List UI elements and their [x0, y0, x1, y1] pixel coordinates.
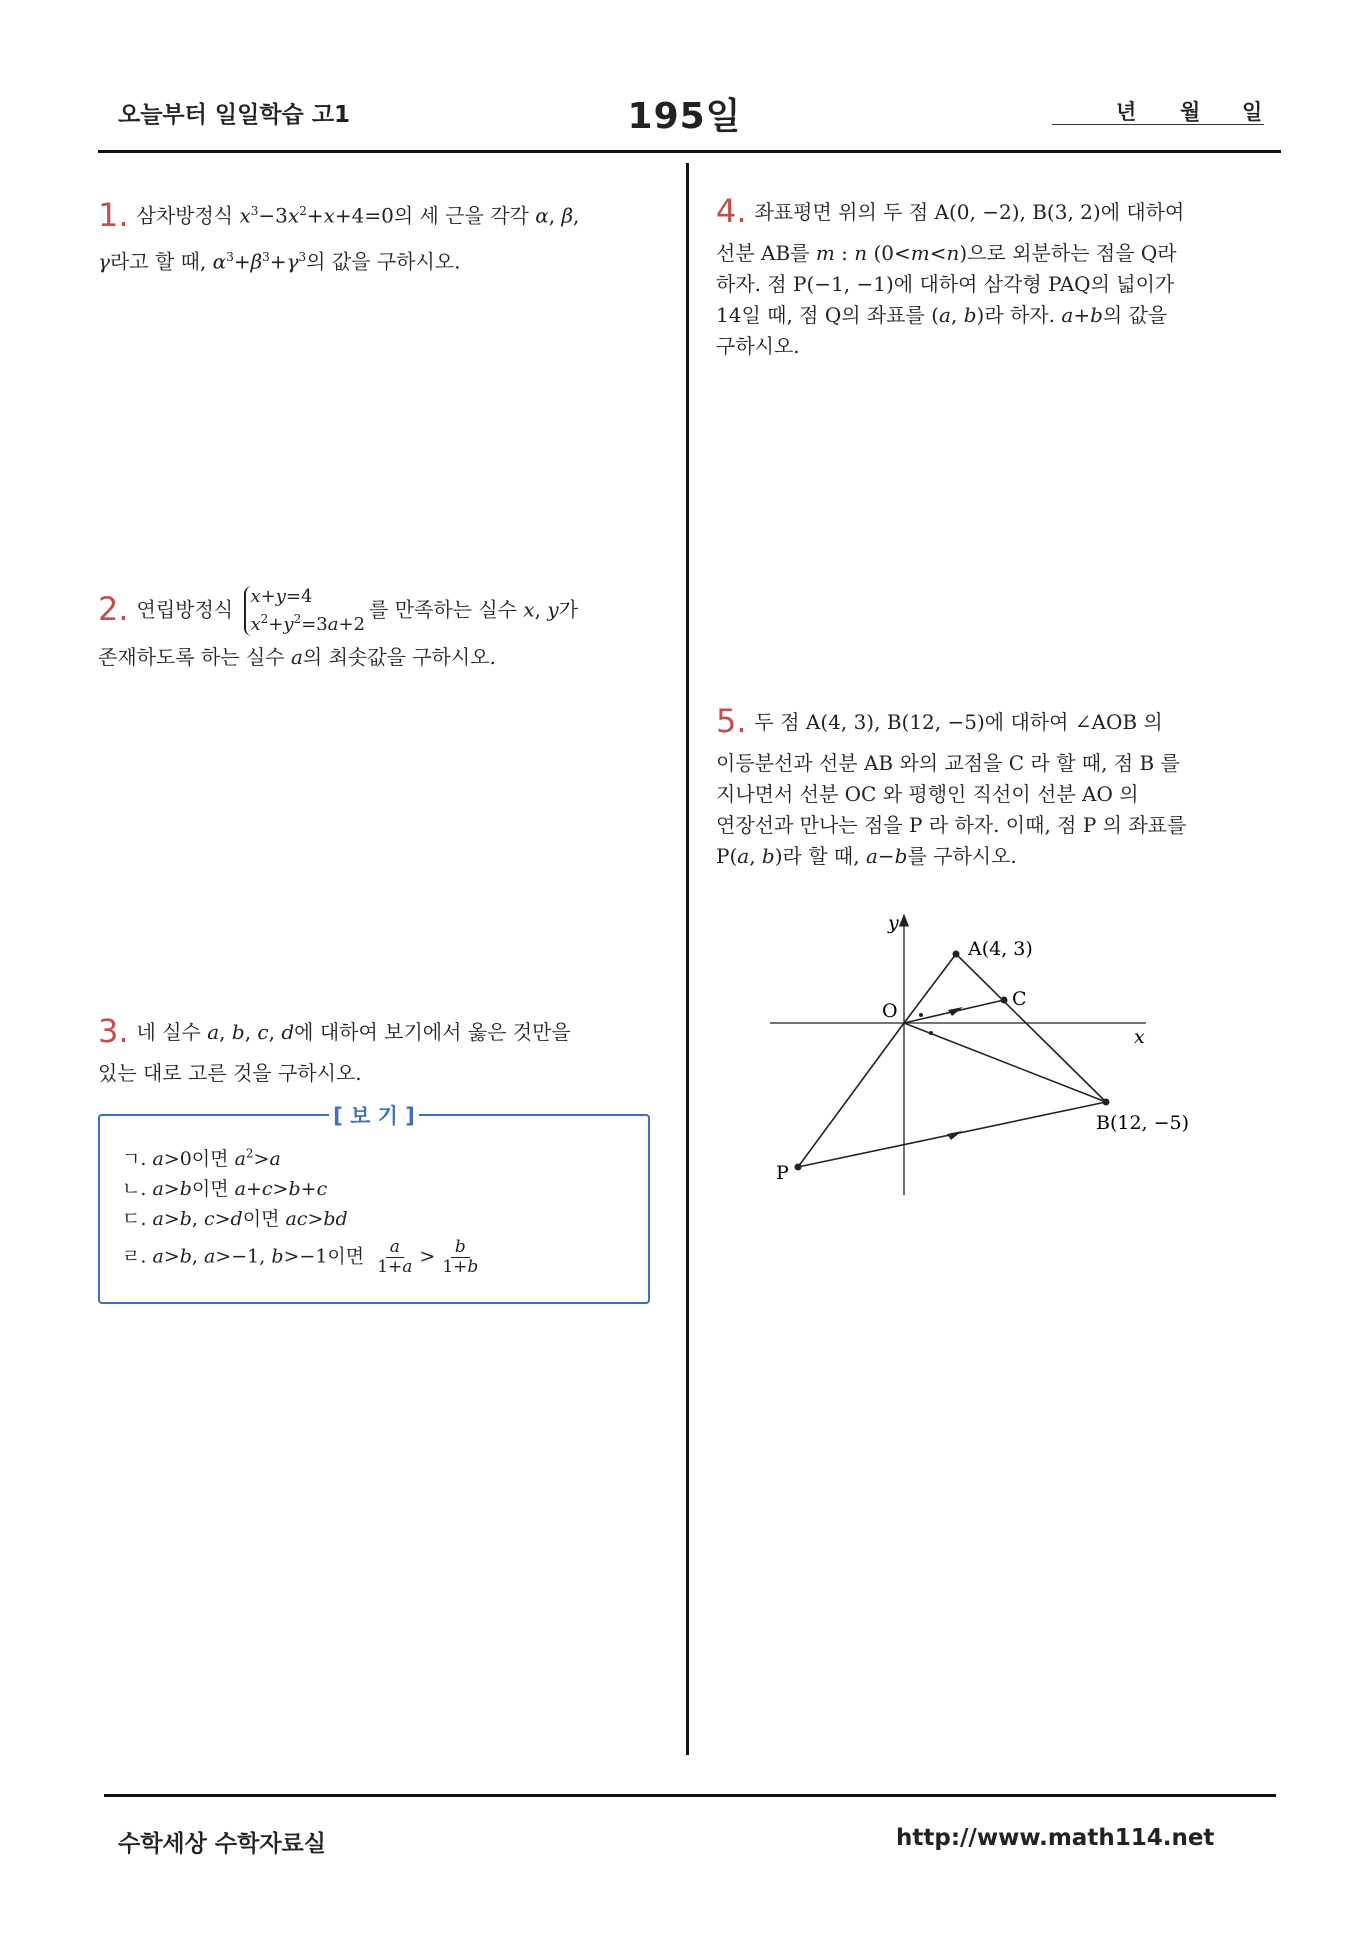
text: 의 값을 — [1102, 303, 1168, 327]
label-b: B(12, −5) — [1096, 1112, 1190, 1134]
item-marker: ㄹ. — [122, 1245, 147, 1268]
text: 의 최솟값을 구하시오. — [302, 645, 496, 669]
equation-system: x+y=4 $x^2+y^2=3a+2$ — [244, 586, 366, 636]
bogi-item-3: ㄷ. a>b, c>d이면 ac>bd — [122, 1208, 348, 1230]
problem-4: 4. 좌표평면 위의 두 점 A(0, −2), B(3, 2)에 대하여 선분 AB를 m : n (0<m<n)으로 외분하는 점을 Q라 하자. 점 P(−1, −1)에 대하여 삼각형 PAQ의 넓이가 14일 때, 점 Q의 좌표를 (a, b)라 하자. a+b의 값을 구하시오. — [716, 196, 1184, 362]
text: 에 대하여 — [1100, 200, 1185, 224]
footer-source: 수학세상 수학자료실 — [118, 1831, 326, 1857]
footer-url[interactable]: http://www.math114.net — [896, 1825, 1215, 1851]
problem-number: 1. — [98, 195, 129, 234]
label-c: C — [1012, 988, 1027, 1010]
segment-op — [798, 1023, 904, 1167]
text: 지나면서 선분 OC 와 평행인 직선이 선분 AO 의 — [716, 782, 1139, 806]
geometry-figure — [766, 905, 1206, 1205]
header-divider — [98, 150, 1281, 153]
segment-ab — [956, 954, 1106, 1102]
item-marker: ㄷ. — [122, 1208, 147, 1230]
segment-ob — [904, 1023, 1106, 1102]
text: 의 값을 구하시오. — [306, 249, 461, 274]
text: 삼차방정식 — [136, 203, 234, 228]
problem-1: 1. 삼차방정식 $x^3-3x^2+x+4=0$의 세 근을 각각 α, β, γ라고 할 때, $\alpha^3+\beta^3+\gamma^3$의 값을 구하시오. — [98, 195, 580, 274]
problem-number: 2. — [98, 589, 129, 628]
text: 에 대하여 ∠AOB 의 — [984, 710, 1163, 734]
text: 이면 — [242, 1208, 280, 1230]
problem-2: 2. 연립방정식 x+y=4 $x^2+y^2=3a+2$를 만족하는 실수 x, y가 존재하도록 하는 실수 a의 최솟값을 구하시오. — [98, 586, 578, 669]
point-a — [953, 951, 960, 958]
column-divider — [686, 163, 689, 1755]
day-number: 195일 — [627, 96, 742, 137]
text: 라고 할 때, — [109, 249, 207, 274]
arrow-oc — [948, 1007, 963, 1016]
bogi-title-text: [ 보 기 ] — [329, 1104, 419, 1128]
text: 연립방정식 — [136, 597, 234, 622]
text: 두 점 — [754, 710, 800, 734]
footer-divider — [104, 1794, 1276, 1797]
text: 연장선과 만나는 점을 P 라 하자. 이때, 점 P 의 좌표를 — [716, 813, 1187, 837]
label-o: O — [882, 1000, 898, 1022]
angle-mark-1 — [919, 1013, 923, 1017]
problem-number: 4. — [716, 192, 747, 230]
text: 네 실수 — [136, 1020, 201, 1044]
text: 으로 외분하는 점을 Q라 — [967, 241, 1177, 265]
text: 구하시오. — [716, 334, 800, 358]
bogi-item-2: ㄴ. a>b이면 a+c>b+c — [122, 1178, 328, 1200]
angle-mark-2 — [929, 1031, 933, 1035]
date-field — [1052, 96, 1264, 125]
year-label: 년 — [1116, 100, 1137, 124]
point-p — [795, 1164, 802, 1171]
point-c — [1001, 997, 1008, 1004]
text: 존재하도록 하는 실수 — [98, 645, 285, 669]
problem-5: 5. 두 점 A(4, 3), B(12, −5)에 대하여 ∠AOB 의 이등분선과 선분 AB 와의 교점을 C 라 할 때, 점 B 를 지나면서 선분 OC 와 평행인 직선이 선분 AO 의 연장선과 만나는 점을 P 라 하자. 이때, 점 P 의 좌표를 P(a, b)라 할 때, a−b를 구하시오. — [716, 702, 1187, 868]
text: 이면 — [327, 1245, 365, 1268]
item-marker: ㄱ. — [122, 1148, 147, 1170]
text: 이면 — [191, 1148, 229, 1170]
text: 하자. 점 — [716, 272, 787, 296]
text: 좌표평면 위의 두 점 — [754, 200, 929, 224]
bogi-box — [98, 1104, 650, 1304]
problem-number: 5. — [716, 702, 747, 740]
problem-3: 3. 네 실수 a, b, c, d에 대하여 보기에서 옳은 것만을 있는 대로 고른 것을 구하시오. — [98, 1016, 571, 1089]
text: 선분 AB를 — [716, 241, 810, 265]
day-label: 일 — [1242, 100, 1263, 124]
text: 에 대하여 보기에서 옳은 것만을 — [294, 1020, 571, 1044]
label-p: P — [776, 1162, 789, 1184]
bogi-title — [100, 1100, 648, 1130]
text: 이면 — [191, 1178, 229, 1200]
header-title: 오늘부터 일일학습 고1 — [118, 102, 350, 128]
text: 에 대하여 삼각형 PAQ의 넓이가 — [893, 272, 1175, 296]
label-a: A(4, 3) — [968, 938, 1033, 960]
label-y: y — [888, 912, 899, 934]
bogi-item-1: ㄱ. a>0이면 $a^2>a$ — [122, 1146, 281, 1170]
text: 의 세 근을 각각 — [393, 203, 529, 228]
item-marker: ㄴ. — [122, 1178, 147, 1200]
text: 라 할 때, — [782, 844, 860, 868]
bogi-item-4: ㄹ. a>b, a>−1, b>−1이면 $\frac{a}{1+a}$ > $\frac{b}{1+b}$ — [122, 1237, 479, 1277]
arrow-pb — [947, 1131, 962, 1140]
text: 14일 때, 점 Q의 좌표를 — [716, 303, 925, 327]
text: 를 구하시오. — [907, 844, 1017, 868]
text: 라 하자. — [984, 303, 1056, 327]
text: 가 — [558, 597, 578, 622]
problem-number: 3. — [98, 1012, 129, 1050]
text: 를 만족하는 실수 — [369, 597, 517, 622]
point-b — [1103, 1099, 1110, 1106]
text: 이등분선과 선분 AB 와의 교점을 C 라 할 때, 점 B 를 — [716, 751, 1180, 775]
text: 있는 대로 고른 것을 구하시오. — [98, 1061, 362, 1085]
month-label: 월 — [1180, 100, 1201, 124]
label-x: x — [1134, 1026, 1145, 1048]
